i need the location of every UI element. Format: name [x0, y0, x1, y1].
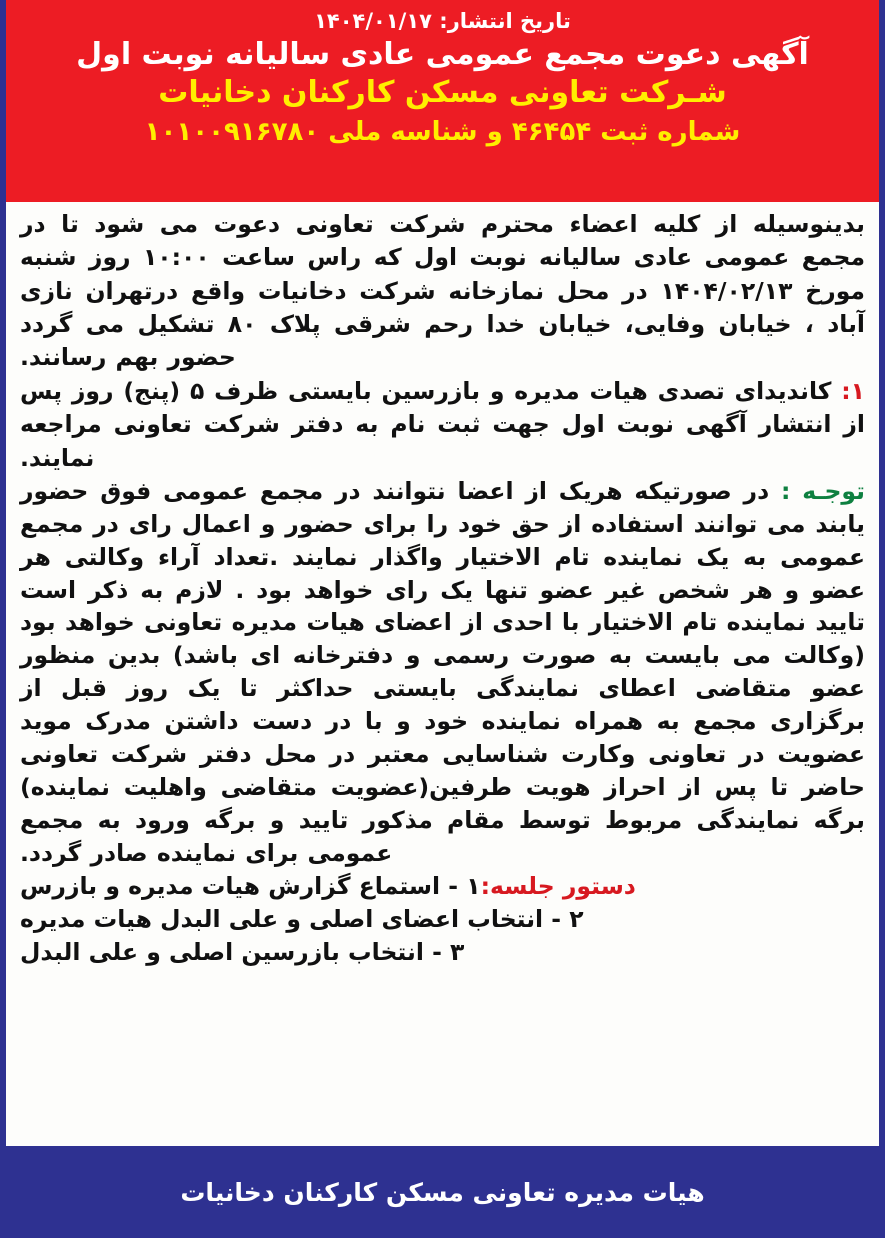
notice-label: توجـه :: [780, 476, 865, 505]
publication-date: تاریخ انتشار: ۱۴۰۴/۰۱/۱۷: [314, 9, 571, 33]
agenda-label: دستور جلسه:: [480, 871, 636, 900]
item-1-marker: ۱:: [841, 376, 865, 405]
agenda-heading-row: [20, 870, 865, 903]
notice-paragraph: [20, 475, 865, 870]
announcement-footer: [6, 1146, 879, 1238]
agenda-row-2: [20, 903, 865, 936]
intro-paragraph: [20, 208, 865, 375]
footer-signature: هیات مدیره تعاونی مسکن کارکنان دخانیات: [180, 1177, 705, 1207]
announcement-body: [6, 202, 879, 1146]
notice-text: در صورتیکه هریک از اعضا نتوانند در مجمع عمومی فوق حضور یابند می توانند استفاده از حق خود را برای حضور و اعمال رای در مجمع عمومی به یک نماینده تام الاختیار واگذار نمایند .تعداد آراء وکالتی هر عضو و هر شخص غیر عضو تنها یک رای خواهد بود . لازم به ذکر است تایید نماینده تام الاختیار با احدی از اعضای هیات مدیره تعاونی خواهد بود (وکالت می بایست به صورت رسمی و دفترخانه ای باشد) بدین منظور عضو متقاضی اعطای نمایندگی بایستی حداکثر تا یک روز قبل از برگزاری مجمع به همراه نماینده خود و با در دست داشتن مدرک موید عضویت در تعاونی وکارت شناسایی معتبر در محل دفتر شرکت تعاونی حاضر تا پس از احراز هویت طرفین(عضویت متقاضی واهلیت نماینده) برگه نمایندگی مربوط توسط مقام مذکور تایید و برگه ورود به مجمع عمومی برای نماینده صادر گردد.: [20, 476, 865, 867]
agenda-item-1: ۱ - استماع گزارش هیات مدیره و بازرس: [20, 871, 481, 900]
registration-and-national-id: شماره ثبت ۴۶۴۵۴ و شناسه ملی ۱۰۱۰۰۹۱۶۷۸۰: [144, 117, 741, 148]
item-1-text: کاندیدای تصدی هیات مدیره و بازرسین بایستی ظرف ۵ (پنج) روز پس از انتشار آگهی نوبت اول جهت ثبت نام به دفتر شرکت تعاونی مراجعه نمایند.: [20, 376, 865, 472]
agenda-item-2: ۲ - انتخاب اعضای اصلی و علی البدل هیات مدیره: [20, 904, 584, 933]
announcement-header: [6, 0, 879, 202]
agenda-item-3: ۳ - انتخاب بازرسین اصلی و علی البدل: [20, 938, 465, 967]
agenda-row-3: [20, 936, 865, 969]
candidate-requirement-paragraph: [20, 375, 865, 475]
intro-paragraph-text: بدینوسیله از کلیه اعضاء محترم شرکت تعاونی دعوت می شود تا در مجمع عمومی عادی سالیانه نوبت اول که راس ساعت ۱۰:۰۰ روز شنبه مورخ ۱۴۰۴/۰۲/۱۳ در محل نمازخانه شرکت دخانیات واقع درتهران نازی آباد ، خیابان وفایی، خیابان خدا رحم شرقی پلاک ۸۰ تشکیل می گردد حضور بهم رسانند.: [20, 210, 866, 372]
page-title-line-1: آگهی دعوت مجمع عمومی عادی سالیانه نوبت اول: [76, 37, 809, 73]
page-title-line-2: شـرکت تعاونی مسکن کارکنان دخانیات: [158, 74, 727, 110]
